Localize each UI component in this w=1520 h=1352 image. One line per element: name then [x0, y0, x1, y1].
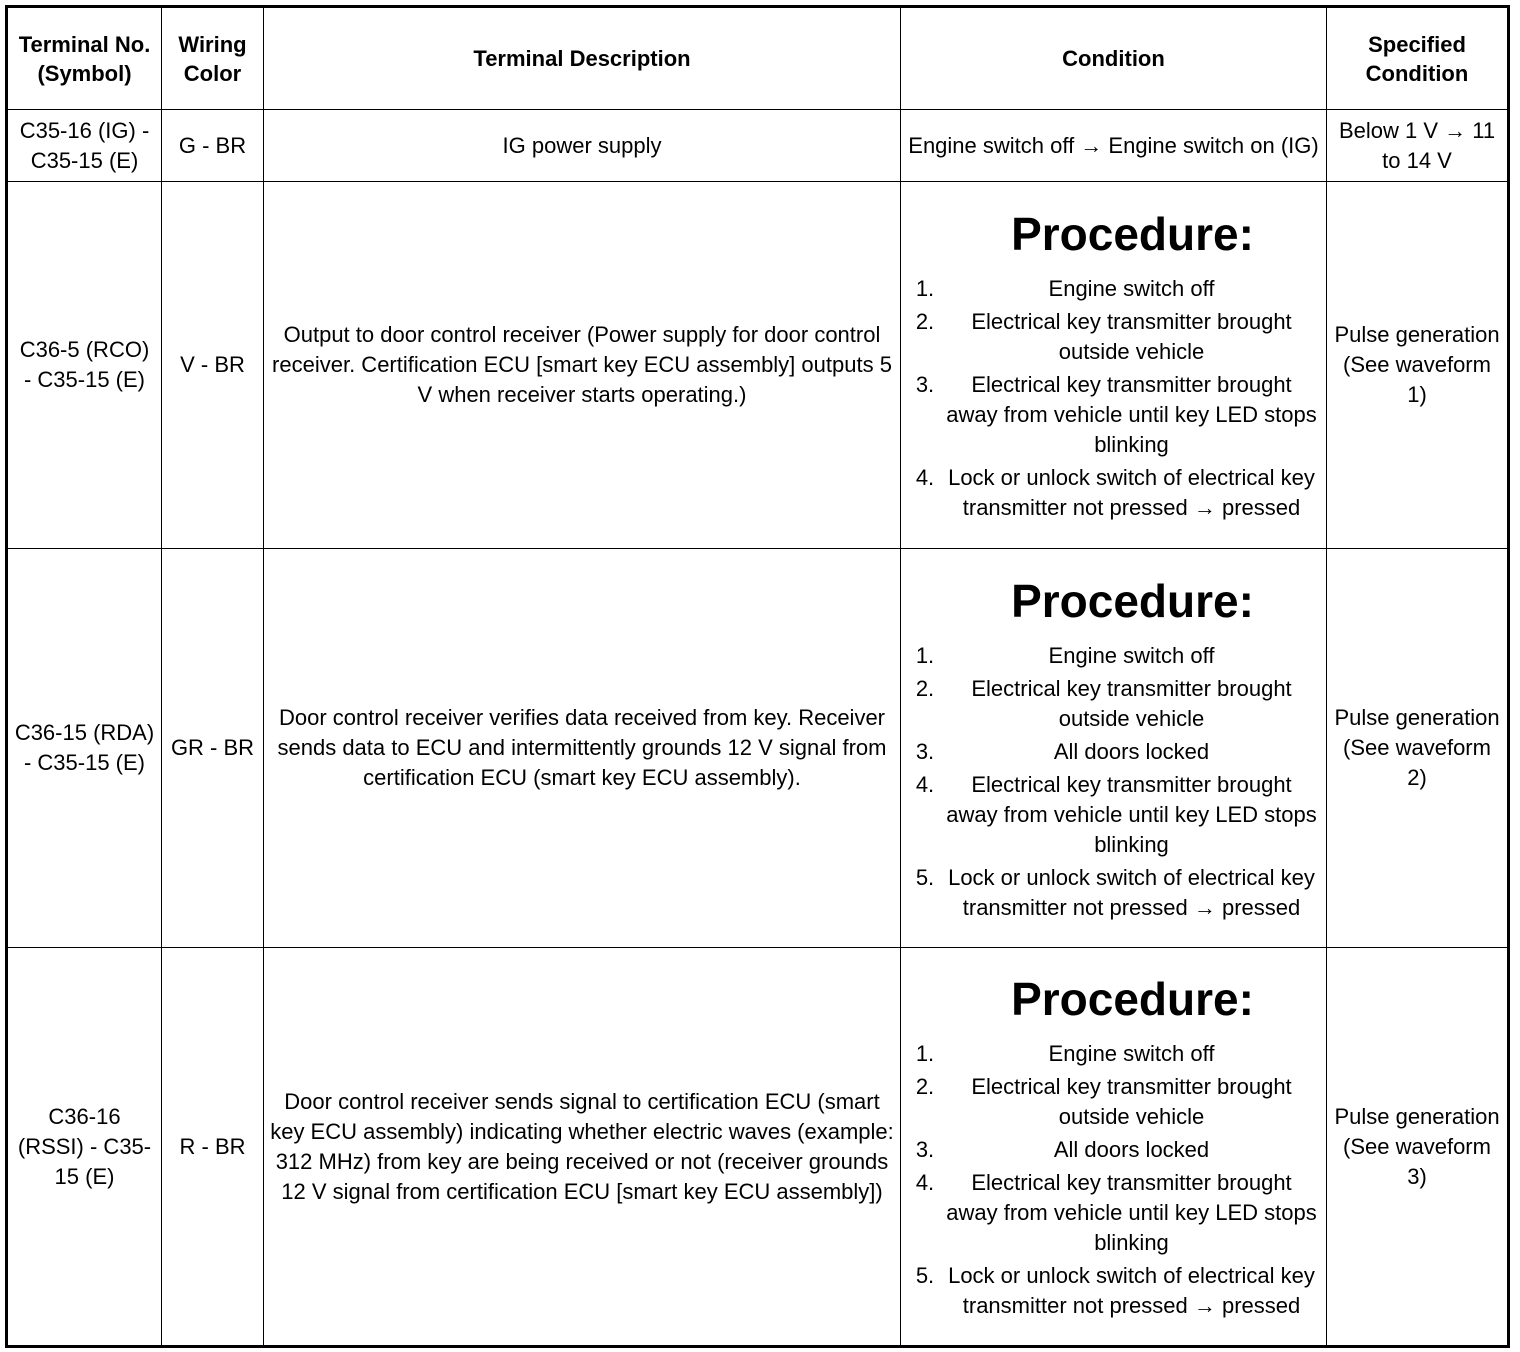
procedure-title: Procedure: — [1011, 208, 1254, 260]
procedure-steps — [907, 274, 1320, 523]
cell-wiring-color: GR - BR — [162, 549, 264, 948]
step-text: Electrical key transmitter brought away from vehicle until key LED stops blinking — [946, 372, 1317, 457]
procedure-title: Procedure: — [1011, 973, 1254, 1025]
step-text: Lock or unlock switch of electrical key transmitter not pressed → pressed — [948, 465, 1315, 520]
step-text: All doors locked — [1053, 738, 1210, 764]
cell-condition-procedure — [901, 948, 1327, 1347]
terminal-spec-table — [5, 5, 1510, 1348]
procedure-step — [907, 1072, 1320, 1132]
procedure-step — [907, 863, 1320, 923]
cell-description: Door control receiver verifies data received from key. Receiver sends data to ECU and intermittently grounds 12 V signal from certification ECU (smart key ECU assembly). — [264, 549, 901, 948]
cell-description: IG power supply — [264, 110, 901, 182]
step-number: 5. — [915, 864, 935, 890]
step-number: 4. — [915, 465, 935, 490]
step-number: 4. — [915, 771, 935, 797]
step-number: 1. — [915, 1041, 935, 1066]
cell-condition-procedure — [901, 182, 1327, 549]
step-text: Electrical key transmitter brought away from vehicle until key LED stops blinking — [946, 1170, 1317, 1255]
step-text: Electrical key transmitter brought away from vehicle until key LED stops blinking — [946, 771, 1317, 857]
cell-condition: Engine switch off → Engine switch on (IG) — [901, 110, 1327, 182]
cell-description: Door control receiver sends signal to certification ECU (smart key ECU assembly) indicating whether electric waves (example: 312 MHz) from key are being received or not (receiver grounds 12 V signal from certification ECU [smart key ECU assembly]) — [264, 948, 901, 1347]
header-terminal: Terminal No. (Symbol) — [7, 7, 162, 110]
step-number: 2. — [915, 309, 935, 334]
cell-wiring-color: V - BR — [162, 182, 264, 549]
procedure-step — [907, 770, 1320, 860]
table-row — [7, 182, 1509, 549]
procedure-step — [907, 737, 1320, 767]
procedure-step — [907, 370, 1320, 460]
cell-terminal: C36-15 (RDA) - C35-15 (E) — [7, 549, 162, 948]
step-number: 3. — [915, 1137, 935, 1162]
cell-terminal: C36-16 (RSSI) - C35-15 (E) — [7, 948, 162, 1347]
header-wiring-color: Wiring Color — [162, 7, 264, 110]
cell-specified-condition: Below 1 V → 11 to 14 V — [1327, 110, 1509, 182]
cell-terminal: C36-5 (RCO) - C35-15 (E) — [7, 182, 162, 549]
step-text: Electrical key transmitter brought outside vehicle — [971, 309, 1292, 364]
step-text: Lock or unlock switch of electrical key transmitter not pressed → pressed — [948, 1263, 1315, 1318]
procedure-steps — [907, 1039, 1320, 1321]
step-text: Engine switch off — [1048, 642, 1215, 668]
procedure-step — [907, 274, 1320, 304]
cell-description: Output to door control receiver (Power supply for door control receiver. Certification ECU [smart key ECU assembly] outputs 5 V when receiver starts operating.) — [264, 182, 901, 549]
cell-wiring-color: G - BR — [162, 110, 264, 182]
cell-wiring-color: R - BR — [162, 948, 264, 1347]
step-text: All doors locked — [1053, 1137, 1210, 1162]
step-text: Electrical key transmitter brought outside vehicle — [971, 675, 1292, 731]
table-row — [7, 549, 1509, 948]
cell-specified-condition: Pulse generation (See waveform 1) — [1327, 182, 1509, 549]
step-text: Engine switch off — [1048, 1041, 1215, 1066]
step-number: 1. — [915, 276, 935, 301]
procedure-step — [907, 674, 1320, 734]
procedure-step — [907, 641, 1320, 671]
step-number: 2. — [915, 1074, 935, 1099]
step-number: 2. — [915, 675, 935, 701]
procedure-step — [907, 1261, 1320, 1321]
step-number: 5. — [915, 1263, 935, 1288]
cell-specified-condition: Pulse generation (See waveform 3) — [1327, 948, 1509, 1347]
procedure-step — [907, 1135, 1320, 1165]
header-terminal-description: Terminal Description — [264, 7, 901, 110]
procedure-step — [907, 1039, 1320, 1069]
cell-condition-procedure — [901, 549, 1327, 948]
table-row — [7, 948, 1509, 1347]
step-text: Lock or unlock switch of electrical key transmitter not pressed → pressed — [948, 864, 1315, 920]
procedure-step — [907, 307, 1320, 367]
step-number: 1. — [915, 642, 935, 668]
step-number: 3. — [915, 738, 935, 764]
cell-specified-condition: Pulse generation (See waveform 2) — [1327, 549, 1509, 948]
step-number: 3. — [915, 372, 935, 397]
step-text: Electrical key transmitter brought outside vehicle — [971, 1074, 1292, 1129]
procedure-steps — [907, 641, 1320, 923]
cell-terminal: C35-16 (IG) - C35-15 (E) — [7, 110, 162, 182]
table-row — [7, 110, 1509, 182]
step-number: 4. — [915, 1170, 935, 1195]
header-condition: Condition — [901, 7, 1327, 110]
header-row — [7, 7, 1509, 110]
header-specified-condition: Specified Condition — [1327, 7, 1509, 110]
step-text: Engine switch off — [1048, 276, 1215, 301]
procedure-step — [907, 463, 1320, 523]
procedure-title: Procedure: — [1011, 574, 1254, 627]
procedure-step — [907, 1168, 1320, 1258]
